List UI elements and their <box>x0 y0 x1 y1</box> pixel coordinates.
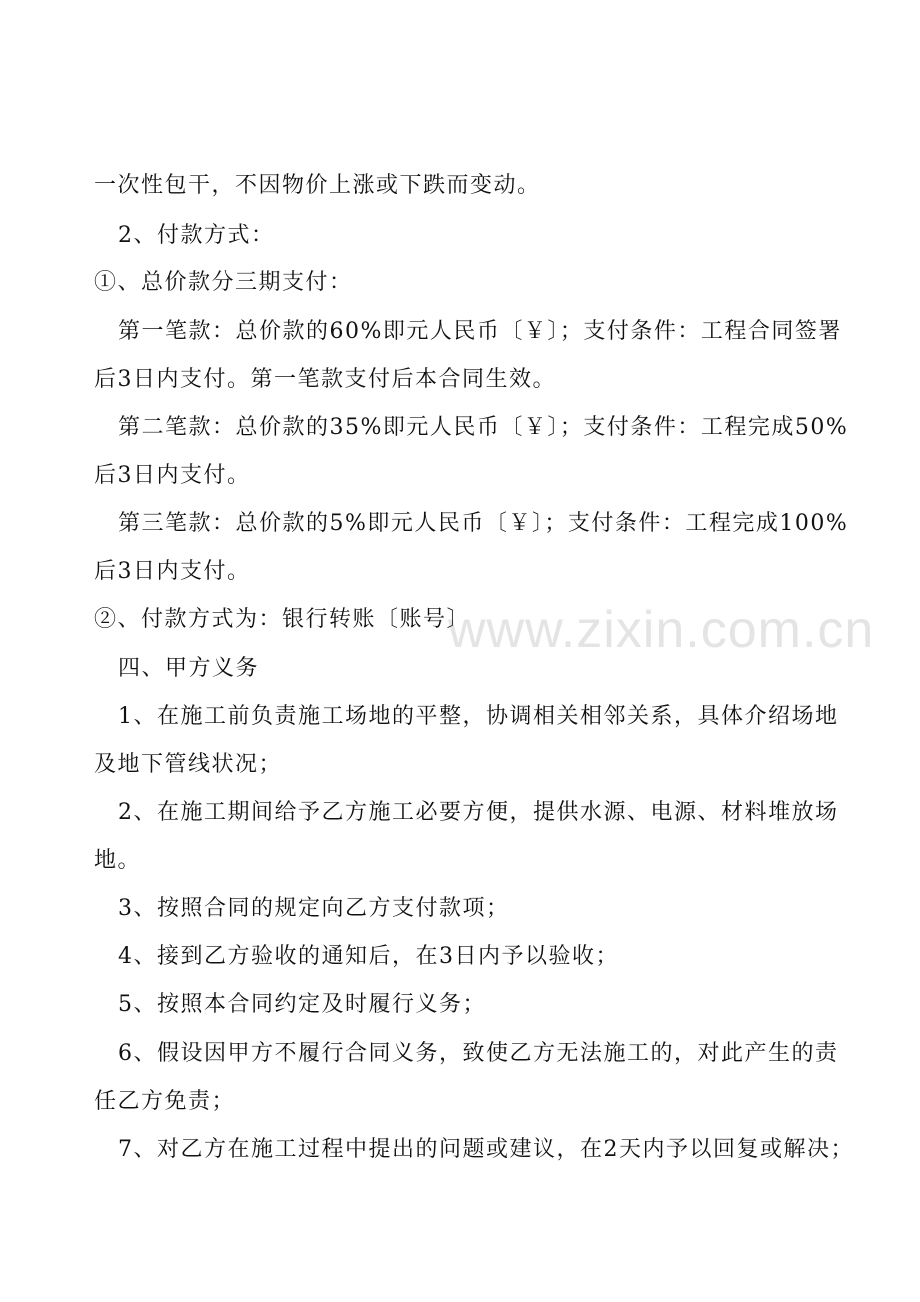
paragraph-line: 后3日内支付。 <box>94 463 251 488</box>
list-item: 4、接到乙方验收的通知后，在3日内予以验收； <box>118 944 619 969</box>
paragraph-line: 后3日内支付。 <box>94 559 251 584</box>
list-item: ②、付款方式为：银行转账〔账号〕 <box>94 607 471 632</box>
list-item: 5、按照本合同约定及时履行义务； <box>118 992 486 1017</box>
paragraph-line: 地。 <box>94 848 142 873</box>
section-heading: 2、付款方式： <box>118 223 275 248</box>
paragraph-line: 第三笔款：总价款的5%即元人民币〔￥〕；支付条件：工程完成100% <box>118 511 849 536</box>
list-item: 2、在施工期间给予乙方施工必要方便，提供水源、电源、材料堆放场 <box>118 800 839 825</box>
list-item: ①、总价款分三期支付： <box>94 270 353 295</box>
paragraph-line: 第二笔款：总价款的35%即元人民币〔￥〕；支付条件：工程完成50% <box>118 415 849 440</box>
paragraph-line: 一次性包干，不因物价上涨或下跌而变动。 <box>94 173 541 198</box>
paragraph-line: 第一笔款：总价款的60%即元人民币〔￥〕；支付条件：工程合同签署 <box>118 319 842 344</box>
list-item: 7、对乙方在施工过程中提出的问题或建议，在2天内予以回复或解决； <box>118 1137 854 1162</box>
list-item: 1、在施工前负责施工场地的平整，协调相关相邻关系，具体介绍场地 <box>118 704 839 729</box>
paragraph-line: 任乙方免责； <box>94 1089 236 1114</box>
section-heading: 四、甲方义务 <box>118 656 260 681</box>
paragraph-line: 及地下管线状况； <box>94 752 283 777</box>
paragraph-line: 后3日内支付。第一笔款支付后本合同生效。 <box>94 367 556 392</box>
list-item: 3、按照合同的规定向乙方支付款项； <box>118 896 510 921</box>
list-item: 6、假设因甲方不履行合同义务，致使乙方无法施工的，对此产生的责 <box>118 1041 839 1066</box>
watermark: www.zixin.com.cn <box>448 601 875 659</box>
